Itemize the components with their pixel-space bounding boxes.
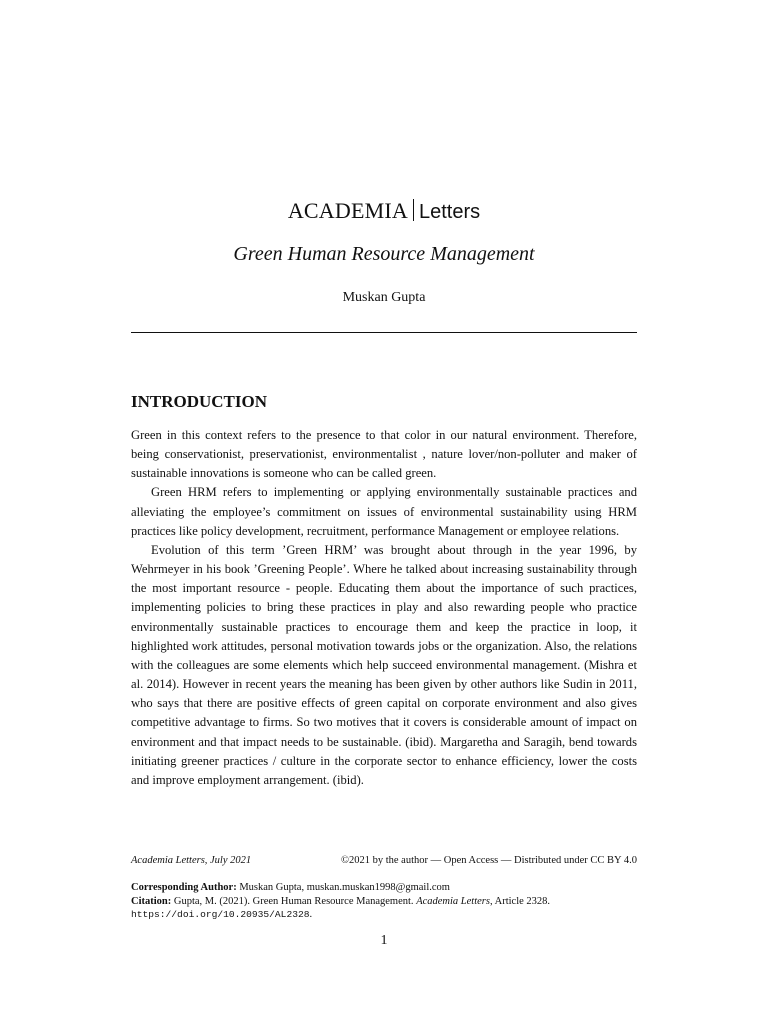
- header-rule: [131, 332, 637, 333]
- journal-date: Academia Letters, July 2021: [131, 855, 252, 866]
- citation: [131, 895, 637, 909]
- paragraph-2: Green HRM refers to implementing or applying environmentally sustainable practices and alleviating the employee’s commitment on issues of environmental sustainability using HRM practices like policy development, recruitment, performance Management or employee relations.: [131, 485, 637, 538]
- paper-title: Green Human Resource Management: [233, 243, 535, 265]
- paragraph-3: Evolution of this term ’Green HRM’ was brought about through in the year 1996, by Wehrmeyer in his book ’Greening People’. Where he talked about increasing sustainability through the most important resource - people. Educating them about the importance of such practices, implementing policies to bring these practices in play and also rewarding people who practice environmentally sustainable practices to encourage them and keep the practice in loop, it highlighted work attitudes, personal motivation towards jobs or the organization. Also, the relations with the colleagues are some elements which help succeed environmental management. (Mishra et al. 2014). However in recent years the meaning has been given by other authors like Sudin in 2011, who says that there are positive effects of green capital on corporate environment and also gives competitive advantage to firms. So two motives that it covers is considerable amount of impact on environment and that impact needs to be sustainable. (ibid). Margaretha and Saragih, bend towards initiating greener practices / culture in the corporate sector to enhance efficiency, lower the costs and improve employment arrangement. (ibid).: [131, 542, 637, 787]
- paper-author: Muskan Gupta: [342, 290, 426, 305]
- page-number: 1: [380, 933, 388, 948]
- doi-suffix: .: [309, 909, 313, 921]
- journal-masthead: [0, 197, 768, 226]
- article-references: [131, 881, 637, 922]
- paragraph-1: Green in this context refers to the presence to that color in our natural environment. Therefore, being conservationist, preservationist, environmentalist , nature lover/non-polluter and maker of sustainable innovations is someone who can be called green.: [131, 428, 637, 481]
- journal-section: Letters: [419, 201, 481, 223]
- masthead-divider: [413, 199, 414, 221]
- doi-link[interactable]: https://doi.org/10.20935/AL2328: [131, 909, 310, 921]
- citation-journal: Academia Letters: [416, 895, 490, 907]
- citation-prefix: Gupta, M. (2021). Green Human Resource Management.: [173, 895, 414, 907]
- corresponding-author-label: Corresponding Author:: [131, 882, 237, 893]
- doi-line: [131, 908, 637, 922]
- corresponding-author-value: Muskan Gupta, muskan.muskan1998@gmail.com: [239, 882, 450, 893]
- citation-suffix: , Article 2328.: [489, 895, 551, 907]
- citation-label: Citation:: [131, 895, 172, 907]
- section-body: [131, 426, 637, 790]
- section-heading: INTRODUCTION: [131, 392, 268, 411]
- license-notice: ©2021 by the author — Open Access — Distributed under CC BY 4.0: [340, 855, 637, 866]
- journal-brand: ACADEMIA: [287, 198, 408, 223]
- corresponding-author: [131, 881, 637, 895]
